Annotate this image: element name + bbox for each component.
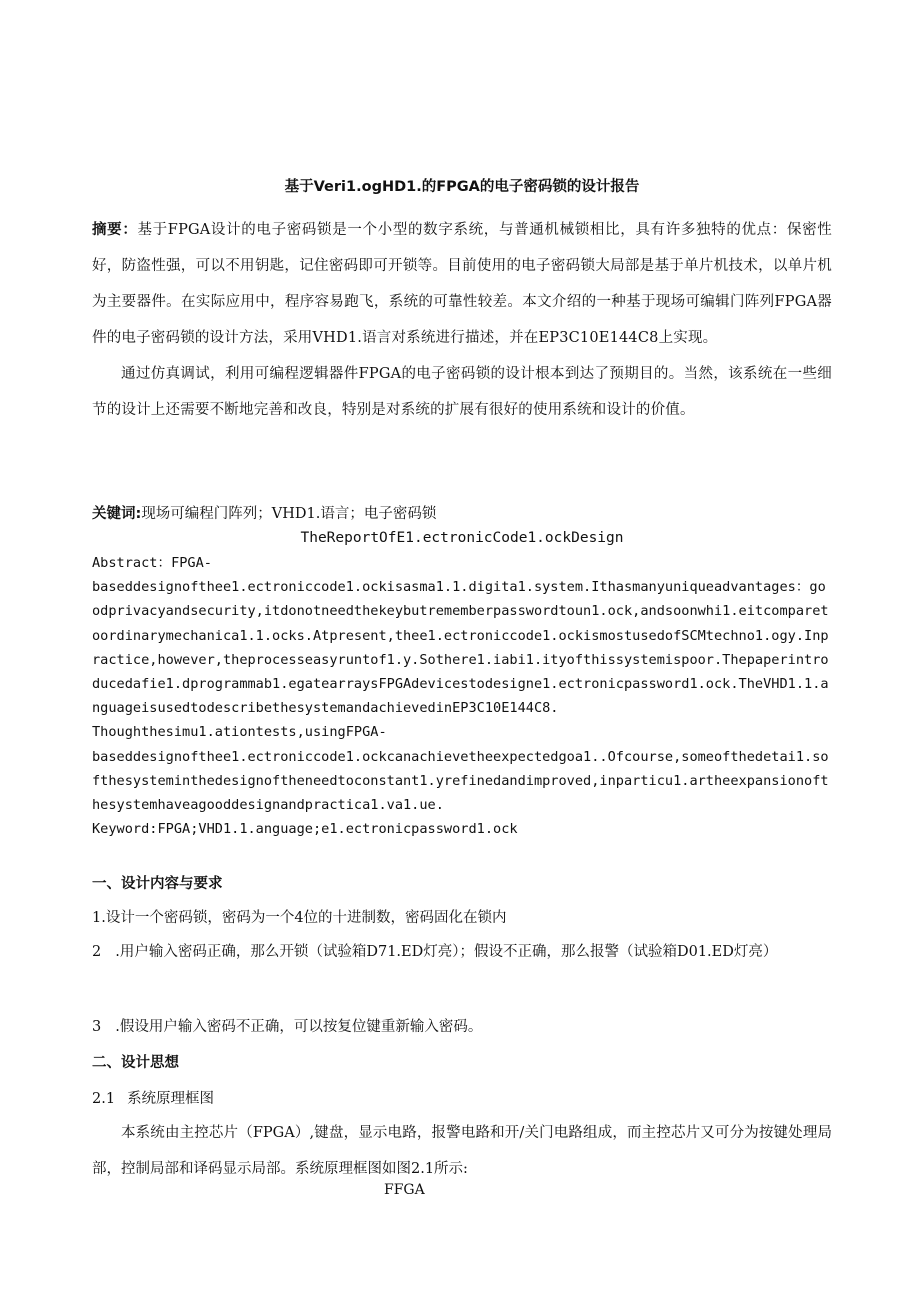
keywords-en: Keyword:FPGA;VHD1.1.anguage;e1.ectronicpassword1.ock xyxy=(92,821,518,838)
abstract-en-body: baseddesignofthee1.ectroniccode1.ockisasma1.1.digita1.system.Ithasmanyuniqueadvantages：goodprivacyandsecurity,itdonotneedthekeybutrememberpasswordtoun1.ock,andsoonwhi1.eitcomparetoordinarymechanica1.1.ocks.Atpresent,thee1.ectroniccode1.ockismostusedofSCMtechno1.ogy.Inpractice,however,theprocesseasyruntof1.y.Sothere1.iabi1.ityofthissystemispoor.Thepaperintroducedafie1.dprogrammab1.egatearraysFPGAdevicestodesigne1.ectronicpassword1.ock.TheVHD1.1.anguageisusedtodescribethesystemandachievedinEP3C10E144C8. xyxy=(92,579,829,717)
abstract-en-line-1: Abstract：FPGA- xyxy=(92,555,212,571)
section-2-paragraph: 本系统由主控芯片（FPGA）,键盘，显示电路，报警电路和开/关门电路组成，而主控芯片又可分为按键处理局部，控制局部和译码显示局部。系统原理框图如图2.1所示: xyxy=(92,1125,832,1177)
abstract-en-body-2: baseddesignofthee1.ectroniccode1.ockcanachievetheexpectedgoa1..Ofcourse,someofthedetai1.softhesysteminthedesignoftheneedtoconstant1.yrefinedandimproved,inparticu1.artheexpansionofthesystemhaveagooddesignandpractica1.va1.ue. xyxy=(92,748,829,814)
requirement-item-2-number: 2 xyxy=(92,944,102,960)
subsection-2-1 xyxy=(92,1087,832,1108)
abstract-text-1: 基于FPGA设计的电子密码锁是一个小型的数字系统，与普通机械锁相比，具有许多独特的优点：保密性好，防盗性强，可以不用钥匙，记住密码即可开锁等。目前使用的电子密码锁大局部是基于单片机技术，以单片机为主要器件。在实际应用中，程序容易跑飞，系统的可靠性较差。本文介绍的一种基于现场可编辑门阵列FPGA器件的电子密码锁的设计方法，采用VHD1.语言对系统进行描述，并在EP3C10E144C8上实现。 xyxy=(92,222,832,346)
abstract-en-thought: Thoughthesimu1.ationtests,usingFPGA- xyxy=(92,724,387,741)
document-title: 基于Veri1.ogHD1.的FPGA的电子密码锁的设计报告 xyxy=(284,179,640,195)
section-1-heading: 一、设计内容与要求 xyxy=(92,876,223,892)
requirement-item-2-text: .用户输入密码正确，那么开锁（试验箱D71.ED灯亮）；假设不正确，那么报警（试验箱D01.ED灯亮） xyxy=(115,944,778,960)
subsection-title: 系统原理框图 xyxy=(127,1091,215,1107)
requirement-item-2 xyxy=(92,934,832,970)
figure-label: FFGA xyxy=(384,1182,425,1198)
requirement-item-1: 1.设计一个密码锁，密码为一个4位的十进制数，密码固化在锁内 xyxy=(92,910,507,926)
abstract-label: 摘要： xyxy=(92,222,138,238)
abstract-en xyxy=(92,551,832,841)
requirement-item-3-number: 3 xyxy=(92,1019,102,1035)
keywords-label: 关键词: xyxy=(92,506,142,522)
abstract-para-1 xyxy=(92,212,832,356)
keywords-cn xyxy=(92,502,832,526)
abstract-para-2: 通过仿真调试，利用可编程逻辑器件FPGA的电子密码锁的设计根本到达了预期目的。当然，该系统在一些细节的设计上还需要不断地完善和改良，特别是对系统的扩展有很好的使用系统和设计的价值。 xyxy=(92,366,832,418)
section-2-heading: 二、设计思想 xyxy=(92,1055,179,1071)
requirement-item-3-text: .假设用户输入密码不正确，可以按复位键重新输入密码。 xyxy=(115,1019,483,1035)
abstract-cn xyxy=(92,212,832,428)
subsection-number: 2.1 xyxy=(92,1091,116,1107)
requirement-item-3 xyxy=(92,1015,832,1036)
keywords-text: 现场可编程门阵列；VHD1.语言；电子密码锁 xyxy=(141,506,437,522)
english-title: TheReportOfE1.ectronicCode1.ockDesign xyxy=(300,530,624,546)
